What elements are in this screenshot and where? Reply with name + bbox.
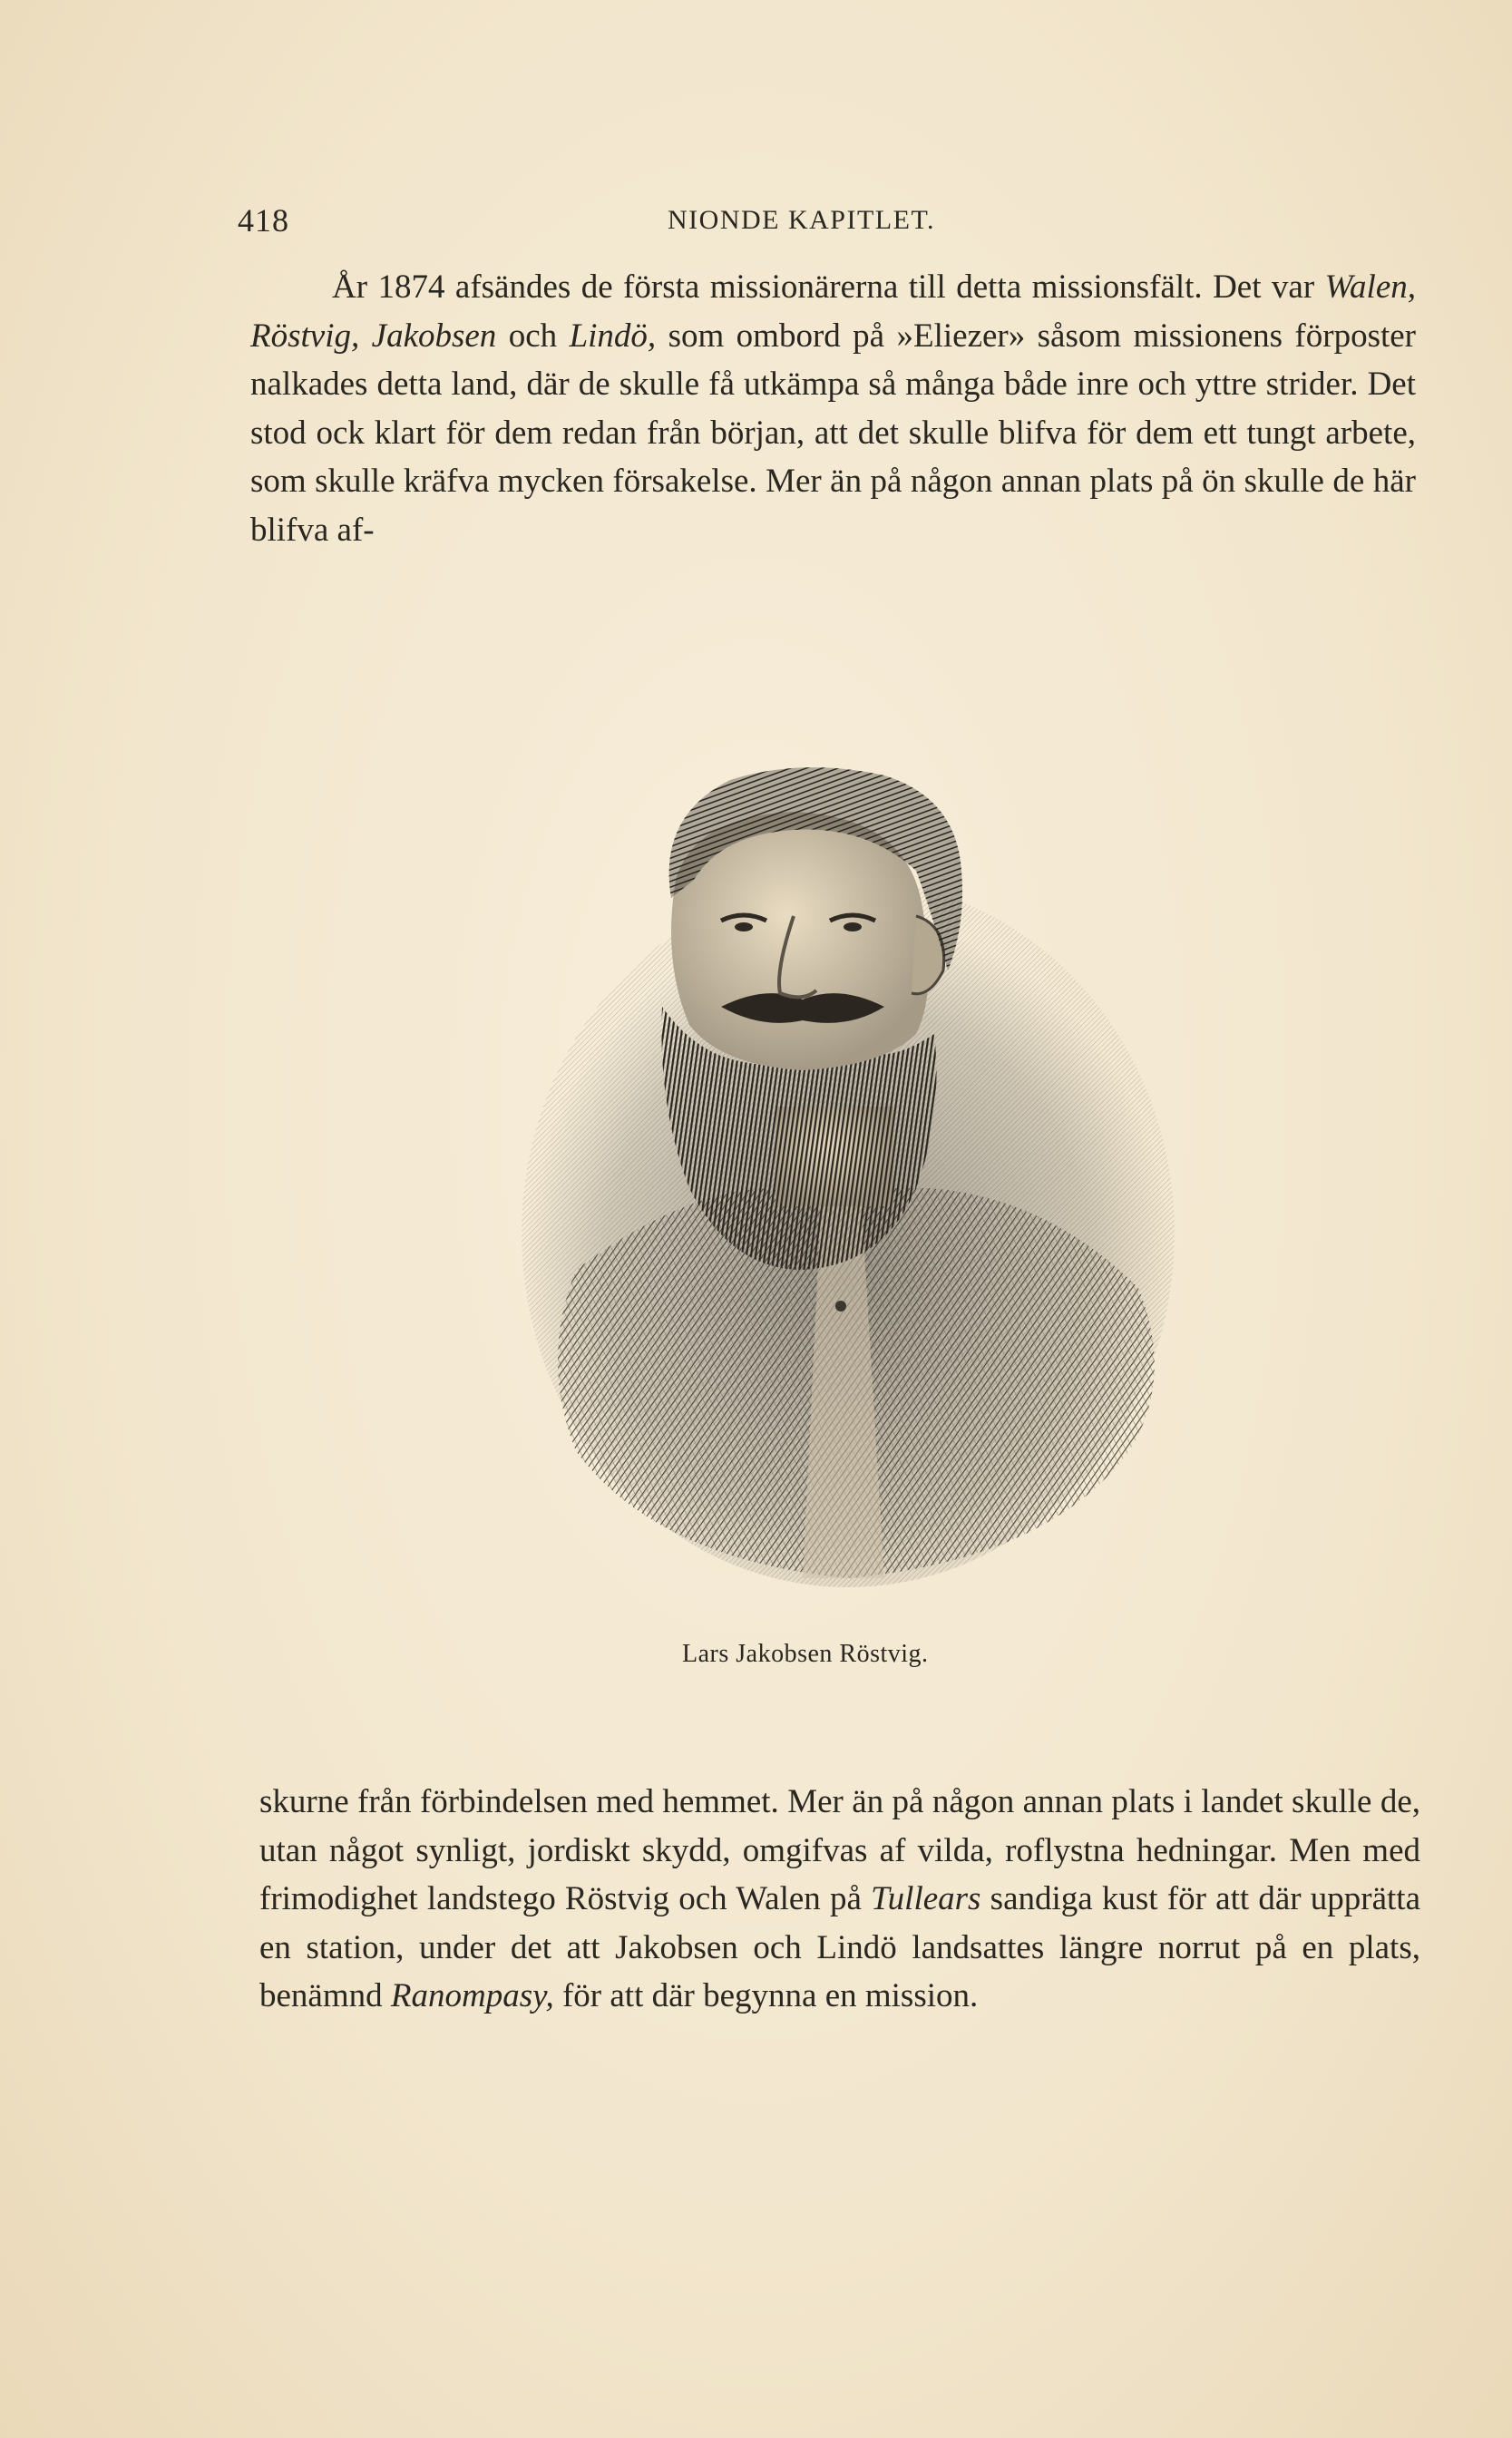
paragraph-2-text-a: skurne från förbindelsen med hemmet. Mer än på någon annan plats i landet skulle de, utan något synligt, jordiskt skydd, omgifvas af vilda, roflystna hedningar. Men med frimodighet landstego Röstvig och Walen på xyxy=(259,1783,1420,1917)
paragraph-2 xyxy=(259,1778,1420,2021)
name-jakobsen: Jakobsen xyxy=(371,317,497,355)
running-head: NIONDE KAPITLET. xyxy=(668,205,936,235)
paragraph-1-text-a: År 1874 afsändes de första missionärerna till detta missionsfält. Det var xyxy=(332,268,1325,306)
figure-caption: Lars Jakobsen Röstvig. xyxy=(682,1640,929,1668)
paragraph-1 xyxy=(250,263,1416,554)
paragraph-1-text-b: som ombord på »Eliezer» såsom missionens förposter nalkades detta land, där de skulle få utkämpa så många både inre och yttre strider. Det stod ock klart för dem redan från början, att det skulle blifva för dem ett tungt arbete, som skulle kräfva mycken försakelse. Mer än på någon annan plats på ön skulle de här blifva af- xyxy=(250,317,1416,549)
name-walen: Walen, xyxy=(1324,268,1416,306)
paragraph-2-text-b: sandiga kust för att där upprätta en station, under det att Jakobsen och Lindö landsattes längre norrut på en plats, benämnd xyxy=(259,1880,1421,2014)
paragraph-top xyxy=(250,263,1416,554)
name-lindo: Lindö, xyxy=(569,317,657,355)
separator xyxy=(359,317,371,355)
page-number: 418 xyxy=(238,202,289,239)
portrait-engraving xyxy=(503,762,1188,1601)
separator: och xyxy=(496,317,570,355)
name-rostvig: Röstvig, xyxy=(250,317,360,355)
paragraph-bottom xyxy=(259,1778,1420,2021)
paragraph-2-text-c: för att där begynna en mission. xyxy=(553,1977,979,2014)
place-tullears: Tullears xyxy=(871,1880,981,1917)
place-ranompasy: Ranompasy, xyxy=(390,1977,554,2014)
